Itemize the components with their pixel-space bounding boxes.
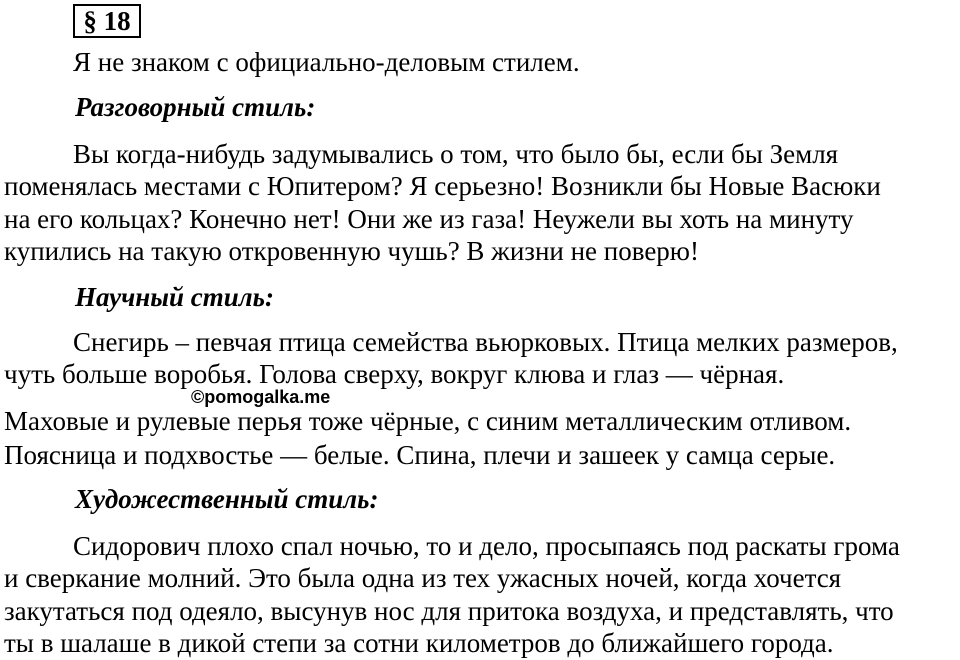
artistic-line: ты в шалаше в дикой степи за сотни километров до ближайшего города. <box>4 628 834 658</box>
artistic-line: Сидорович плохо спал ночью, то и дело, просыпаясь под раскаты грома <box>73 531 900 561</box>
scientific-heading: Научный стиль: <box>75 282 274 312</box>
intro-text: Я не знаком с официально-деловым стилем. <box>73 47 580 77</box>
colloquial-heading: Разговорный стиль: <box>75 92 316 122</box>
scientific-line: Снегирь – певчая птица семейства вьюрковых. Птица мелких размеров, <box>73 327 898 357</box>
artistic-line: закутаться под одеяло, высунув нос для притока воздуха, и представлять, что <box>4 596 894 626</box>
section-number-box: § 18 <box>73 4 141 38</box>
colloquial-line: купились на такую откровенную чушь? В жизни не поверю! <box>4 236 699 266</box>
scientific-line: Поясница и подхвостье — белые. Спина, плечи и зашеек у самца серые. <box>4 440 836 470</box>
scientific-line: Маховые и рулевые перья тоже чёрные, с синим металлическим отливом. <box>4 406 852 436</box>
colloquial-line: поменялась местами с Юпитером? Я серьезно! Возникли бы Новые Васюки <box>4 171 881 201</box>
colloquial-line: на его кольцах? Конечно нет! Они же из газа! Неужели вы хоть на минуту <box>4 204 854 234</box>
colloquial-line: Вы когда-нибудь задумывались о том, что было бы, если бы Земля <box>73 139 839 169</box>
watermark: ©pomogalka.me <box>191 387 331 407</box>
artistic-line: и сверкание молний. Это была одна из тех ужасных ночей, когда хочется <box>4 563 842 593</box>
artistic-heading: Художественный стиль: <box>75 484 379 514</box>
scientific-line: чуть больше воробья. Голова сверху, вокруг клюва и глаз — чёрная. <box>4 359 785 389</box>
